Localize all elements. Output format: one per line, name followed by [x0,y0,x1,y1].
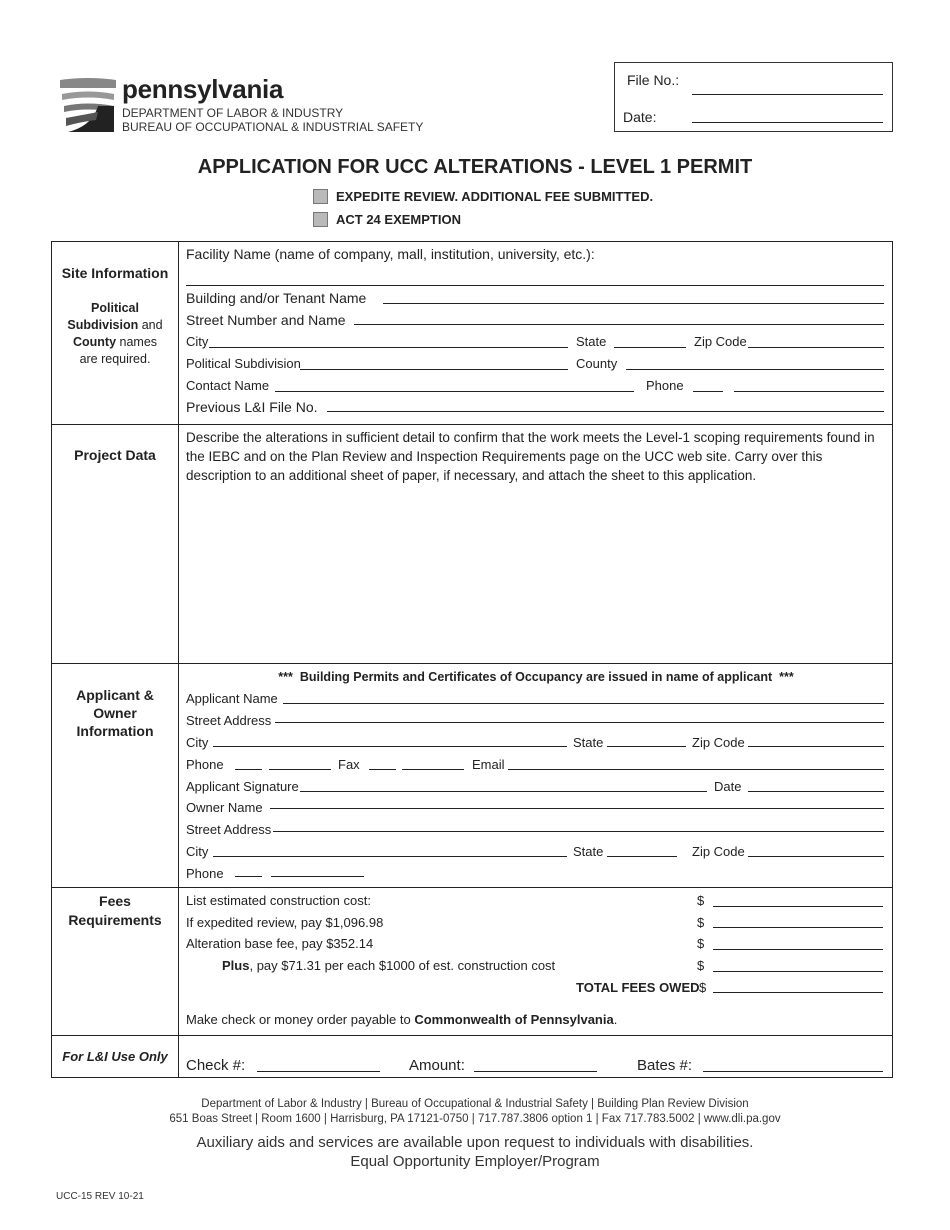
note-subdivision: Subdivision [67,318,139,332]
contact-name-label: Contact Name [186,378,270,393]
applicant-notice: *** Building Permits and Certificates of Occupancy are issued in name of applicant *** [278,670,794,684]
street-label: Street Number and Name [186,312,346,328]
project-description-area[interactable] [182,490,890,660]
project-data-heading: Project Data [74,447,156,463]
logo-department: DEPARTMENT OF LABOR & INDUSTRY [122,106,344,120]
expedite-checkbox[interactable] [313,189,328,204]
office-use-heading: For L&I Use Only [62,1049,168,1064]
per-thousand-fee-field[interactable] [713,971,883,972]
fees-heading [51,892,179,930]
expedited-fee-field[interactable] [713,927,883,928]
payable-note [186,1012,617,1027]
payable-suffix: . [613,1012,618,1027]
applicant-phone-area-field[interactable] [235,769,262,770]
est-cost-dollar: $ [697,893,705,908]
applicant-state-field[interactable] [607,746,686,747]
expedited-fee-dollar: $ [697,915,705,930]
site-info-note [51,300,179,368]
site-phone-label: Phone [646,378,684,393]
project-description-instructions: Describe the alterations in sufficient detail to confirm that the work meets the Level-1 scoping requirements found in the IEBC and on the Plan Review and Inspection Requirements page on the UCC web site. Carry over this description to an additional sheet of paper, if necessary, and attach the sheet to this application. [186,430,875,483]
check-number-field[interactable] [257,1071,380,1072]
applicant-street-field[interactable] [275,722,884,723]
applicant-email-field[interactable] [508,769,884,770]
footer-eeo: Equal Opportunity Employer/Program [350,1153,600,1170]
note-county: County [72,335,117,349]
date-label: Date: [623,109,657,125]
applicant-heading-line3: Information [76,723,154,739]
row-divider-site [51,424,893,425]
row-divider-fees [51,1035,893,1036]
per-thousand-fee-dollar: $ [697,958,705,973]
file-date-field[interactable] [692,122,883,123]
owner-street-label: Street Address [186,822,272,837]
owner-state-field[interactable] [607,856,677,857]
logo-wordmark: pennsylvania [122,74,284,104]
bates-number-field[interactable] [703,1071,883,1072]
keystone-logo-icon [58,76,118,134]
owner-phone-number-field[interactable] [271,876,364,877]
amount-field[interactable] [474,1071,597,1072]
applicant-date-field[interactable] [748,791,884,792]
page-title: APPLICATION FOR UCC ALTERATIONS - LEVEL 1 PERMIT [197,156,753,178]
payable-prefix: Make check or money order payable to [186,1012,415,1027]
political-subdivision-field[interactable] [300,369,568,370]
est-cost-label: List estimated construction cost: [186,893,371,908]
note-names: names [116,335,158,349]
act24-checkbox[interactable] [313,212,328,227]
est-cost-field[interactable] [713,906,883,907]
site-state-field[interactable] [614,347,686,348]
building-name-field[interactable] [383,303,884,304]
owner-zip-field[interactable] [748,856,884,857]
applicant-signature-label: Applicant Signature [186,779,299,794]
applicant-heading-line1: Applicant & [76,687,154,703]
owner-phone-area-field[interactable] [235,876,262,877]
check-number-label: Check #: [186,1057,246,1074]
building-name-label: Building and/or Tenant Name [186,290,367,306]
applicant-state-label: State [573,735,604,750]
expedite-label: EXPEDITE REVIEW. ADDITIONAL FEE SUBMITTED. [336,189,654,204]
row-divider-project [51,663,893,664]
bates-number-label: Bates #: [637,1057,693,1074]
owner-city-label: City [186,844,209,859]
applicant-street-label: Street Address [186,713,272,728]
pa-logo [58,76,118,134]
applicant-zip-field[interactable] [748,746,884,747]
form-id: UCC-15 REV 10-21 [56,1191,144,1202]
footer-department: Department of Labor & Industry | Bureau of Occupational & Industrial Safety | Building Plan Review Division [201,1098,749,1110]
total-fees-field[interactable] [713,992,883,993]
applicant-fax-area-field[interactable] [369,769,396,770]
row-divider-applicant [51,887,893,888]
street-field[interactable] [354,324,884,325]
base-fee-dollar: $ [697,936,705,951]
note-political: Political [91,301,139,315]
applicant-city-label: City [186,735,209,750]
amount-label: Amount: [409,1057,465,1074]
applicant-zip-label: Zip Code [692,735,745,750]
site-zip-label: Zip Code [694,334,747,349]
contact-name-field[interactable] [275,391,634,392]
facility-name-label: Facility Name (name of company, mall, institution, university, etc.): [186,246,595,262]
file-no-label: File No.: [627,72,680,88]
owner-name-field[interactable] [270,808,884,809]
county-label: County [576,356,618,371]
note-required: are required. [79,352,151,366]
applicant-email-label: Email [472,757,505,772]
site-city-label: City [186,334,209,349]
owner-state-label: State [573,844,604,859]
applicant-heading-line2: Owner [93,705,137,721]
applicant-fax-number-field[interactable] [402,769,464,770]
applicant-city-field[interactable] [213,746,567,747]
per-thousand-fee-label [222,958,555,973]
file-no-field[interactable] [692,94,883,95]
applicant-phone-number-field[interactable] [269,769,331,770]
file-number-box [614,62,893,132]
site-phone-number-field[interactable] [734,391,884,392]
footer-address: 651 Boas Street | Room 1600 | Harrisburg, PA 17121-0750 | 717.787.3806 option 1 | Fax 717.783.5002 | www.dli.pa.gov [169,1113,781,1125]
owner-zip-label: Zip Code [692,844,745,859]
applicant-signature-field[interactable] [300,791,707,792]
county-field[interactable] [626,369,884,370]
owner-street-field[interactable] [273,831,884,832]
political-subdivision-label: Political Subdivision [186,356,301,371]
site-phone-area-field[interactable] [693,391,723,392]
site-info-heading: Site Information [61,265,169,281]
applicant-phone-label: Phone [186,757,224,772]
expedited-fee-label: If expedited review, pay $1,096.98 [186,915,384,930]
fees-heading-line1: Fees [99,893,131,909]
applicant-date-label: Date [714,779,742,794]
facility-name-field[interactable] [186,285,884,286]
total-fees-label: TOTAL FEES OWED [576,980,700,995]
plus-rest: , pay $71.31 per each $1000 of est. construction cost [249,958,556,973]
site-state-label: State [576,334,607,349]
base-fee-label: Alteration base fee, pay $352.14 [186,936,374,951]
applicant-name-field[interactable] [283,703,884,704]
site-zip-field[interactable] [748,347,884,348]
site-city-field[interactable] [209,347,568,348]
fees-heading-line2: Requirements [68,912,162,928]
logo-bureau: BUREAU OF OCCUPATIONAL & INDUSTRIAL SAFETY [122,120,424,134]
base-fee-field[interactable] [713,949,883,950]
prev-file-label: Previous L&I File No. [186,399,318,415]
payable-payee: Commonwealth of Pennsylvania [414,1012,614,1027]
footer-accessibility: Auxiliary aids and services are available upon request to individuals with disabilities. [196,1134,754,1151]
applicant-fax-label: Fax [338,757,360,772]
owner-city-field[interactable] [213,856,567,857]
owner-name-label: Owner Name [186,800,263,815]
plus-bold: Plus [222,958,250,973]
total-fees-dollar: $ [699,980,707,995]
prev-file-field[interactable] [327,411,884,412]
applicant-heading [51,686,179,740]
applicant-name-label: Applicant Name [186,691,278,706]
note-and: and [138,318,163,332]
owner-phone-label: Phone [186,866,224,881]
act24-label: ACT 24 EXEMPTION [336,212,461,227]
